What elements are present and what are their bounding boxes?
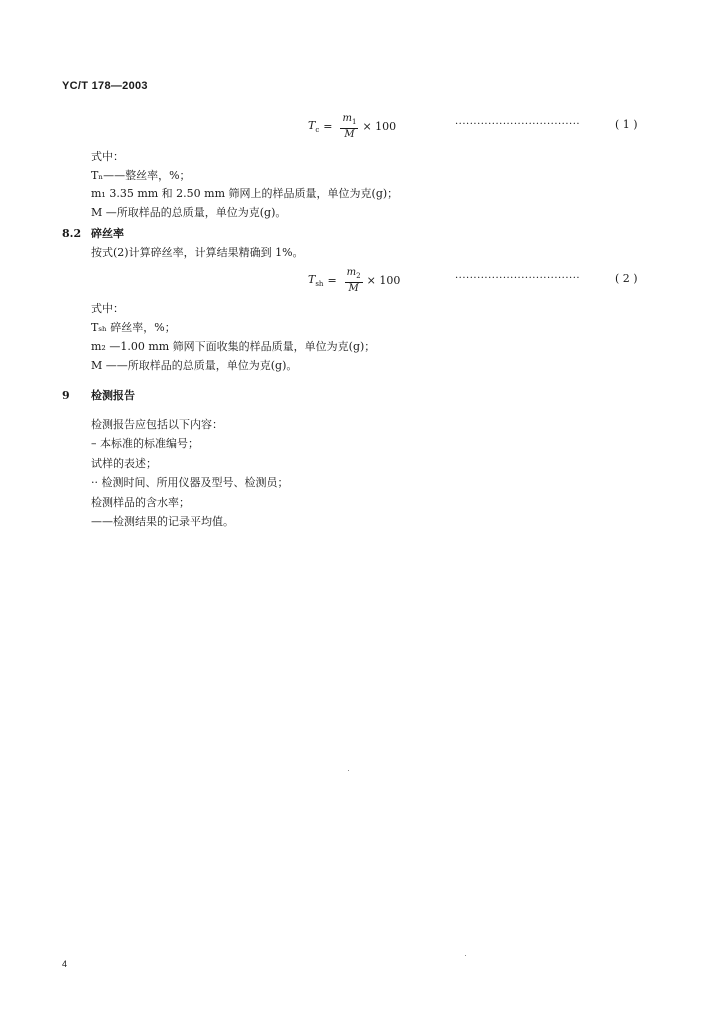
where-1-title: 式中： [91,150,124,163]
where-2-title: 式中： [91,302,124,315]
document-code: YC/T 178—2003 [62,80,148,92]
section-8-2-number: 8.2 [62,227,82,240]
formula-2-fraction: $\frac{m_2}{M}$ [346,267,361,294]
section-9-title: 检测报告 [91,389,135,402]
formula-2-label: ( 2 ) [615,272,638,285]
where-1-item: M —所取样品的总质量，单位为克(g)。 [91,206,287,219]
where-2-item: Tₛₕ 碎丝率，%； [91,321,176,334]
scan-speck [348,770,349,771]
section-8-2-text: 按式(2)计算碎丝率，计算结果精确到 1%。 [91,246,304,259]
formula-1-fraction: $\frac{m_1}{M}$ [342,113,357,140]
formula-1-leader-dots: ·································· [455,119,581,130]
formula-2: $T_{sh}$ = $\frac{m_2}{M}$ × 100 [308,267,401,294]
where-1-item: Tₙ——整丝率，%； [91,169,191,182]
report-list-item: 检测样品的含水率； [91,496,190,509]
page-number: 4 [62,959,68,969]
report-list-item: – 本标准的标准编号； [91,437,199,450]
report-list-item: ·· 检测时间、所用仪器及型号、检测员； [91,476,289,489]
where-2-item: m₂ —1.00 mm 筛网下面收集的样品质量，单位为克(g)； [91,340,376,353]
section-9-number: 9 [62,389,70,402]
report-list-item: 试样的表述； [91,457,157,470]
where-1-item: m₁ 3.35 mm 和 2.50 mm 筛网上的样品质量，单位为克(g)； [91,187,399,200]
formula-1-lhs: $T_c$ [308,118,320,135]
formula-1-label: ( 1 ) [615,118,638,131]
formula-1: $T_c$ = $\frac{m_1}{M}$ × 100 [308,113,397,140]
section-9-intro: 检测报告应包括以下内容： [91,418,223,431]
report-list-item: ——检测结果的记录平均值。 [91,515,234,528]
where-2-item: M ——所取样品的总质量，单位为克(g)。 [91,359,298,372]
formula-2-leader-dots: ·································· [455,273,581,284]
scan-speck [465,955,466,956]
section-8-2-title: 碎丝率 [91,227,124,240]
formula-2-lhs: $T_{sh}$ [308,272,324,289]
